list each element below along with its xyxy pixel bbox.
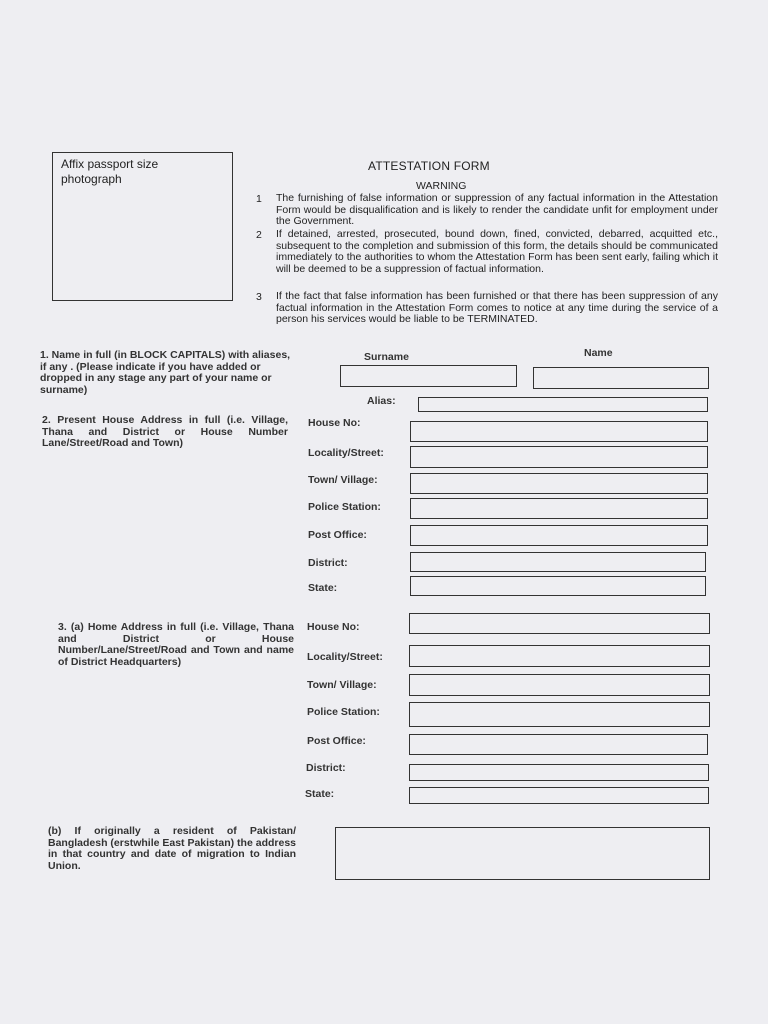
surname-field[interactable]	[340, 365, 517, 387]
form-title: ATTESTATION FORM	[368, 159, 490, 173]
q2-locality-field[interactable]	[410, 446, 708, 468]
alias-label: Alias:	[367, 395, 396, 407]
q3a-state-field[interactable]	[409, 787, 709, 804]
q3a-town-label: Town/ Village:	[307, 679, 377, 691]
q3a-police-station-field[interactable]	[409, 702, 710, 727]
question-3b-text: (b) If originally a resident of Pakistan/ Bangladesh (erstwhile East Pakistan) the address in that country and date of migration to Indian Union.	[48, 825, 297, 872]
q3a-post-office-field[interactable]	[409, 734, 708, 755]
q3a-house-no-field[interactable]	[409, 613, 710, 634]
question-3a-text: 3. (a) Home Address in full (i.e. Village, Thana and District or House Number/Lane/Street/Road and Town and name of District Headquarters)	[58, 621, 294, 668]
q3a-house-no-label: House No:	[307, 621, 360, 633]
q2-district-field[interactable]	[410, 552, 706, 572]
q2-locality-label: Locality/Street:	[308, 447, 384, 459]
q2-state-label: State:	[308, 582, 338, 594]
name-label: Name	[584, 347, 613, 359]
photo-box-label: Affix passport size photograph	[61, 157, 159, 186]
q2-town-field[interactable]	[410, 473, 708, 494]
q2-district-label: District:	[308, 557, 348, 569]
q2-police-station-label: Police Station:	[308, 501, 381, 513]
q3a-town-field[interactable]	[409, 674, 710, 696]
q3a-district-field[interactable]	[409, 764, 709, 781]
q3a-police-station-label: Police Station:	[307, 706, 380, 718]
q2-house-no-field[interactable]	[410, 421, 708, 442]
warning-text-2: If detained, arrested, prosecuted, bound down, fined, convicted, debarred, acquitted etc., subsequent to the completion and submission of this form, the details should be communicated immediately to the authorities to whom the Attestation Form has been sent early, failing which it will be deemed to be a suppression of factual information.	[276, 228, 718, 275]
q2-house-no-label: House No:	[308, 417, 361, 429]
passport-photo-box	[52, 152, 233, 301]
question-1-text: 1. Name in full (in BLOCK CAPITALS) with aliases, if any . (Please indicate if you have added or dropped in any stage any part of your name or surname)	[40, 349, 291, 396]
warning-number-2: 2	[256, 229, 262, 241]
q3a-district-label: District:	[306, 762, 346, 774]
warning-number-1: 1	[256, 193, 262, 205]
q2-state-field[interactable]	[410, 576, 706, 596]
warning-number-3: 3	[256, 291, 262, 303]
warning-text-1: The furnishing of false information or suppression of any factual information in the Attestation Form would be disqualification and is likely to render the candidate unfit for employment under the Government.	[276, 192, 718, 227]
surname-label: Surname	[364, 351, 409, 363]
alias-field[interactable]	[418, 397, 708, 412]
question-2-text: 2. Present House Address in full (i.e. Village, Thana and District or House Number Lane/Street/Road and Town)	[42, 414, 288, 449]
name-field[interactable]	[533, 367, 709, 389]
q3a-locality-label: Locality/Street:	[307, 651, 383, 663]
warning-heading: WARNING	[416, 180, 467, 192]
q3a-locality-field[interactable]	[409, 645, 710, 667]
q3b-foreign-address-field[interactable]	[335, 827, 710, 880]
q2-post-office-field[interactable]	[410, 525, 708, 546]
q2-police-station-field[interactable]	[410, 498, 708, 519]
q3a-post-office-label: Post Office:	[307, 735, 366, 747]
q2-town-label: Town/ Village:	[308, 474, 378, 486]
q2-post-office-label: Post Office:	[308, 529, 367, 541]
q3a-state-label: State:	[305, 788, 335, 800]
warning-text-3: If the fact that false information has been furnished or that there has been suppression of any factual information in the Attestation Form comes to notice at any time during the service of a person his services would be liable to be TERMINATED.	[276, 290, 718, 325]
